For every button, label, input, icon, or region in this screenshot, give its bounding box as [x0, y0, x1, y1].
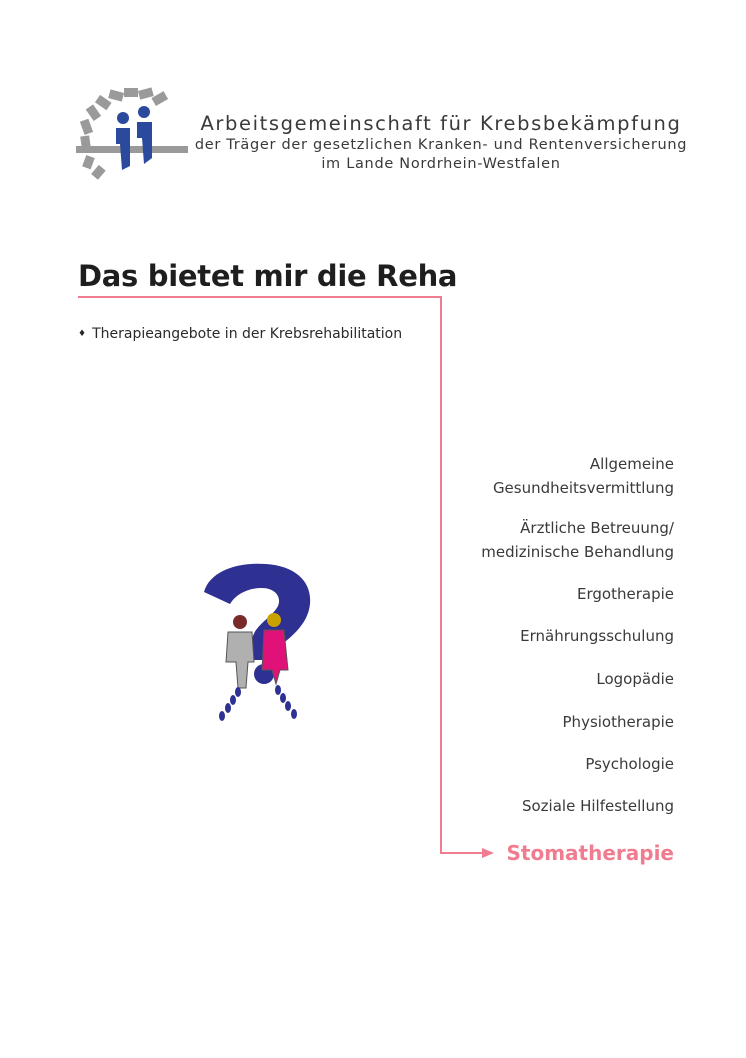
org-line-2: der Träger der gesetzlichen Kranken- und Rentenversicherung — [194, 137, 688, 153]
arrow-head — [482, 848, 494, 858]
footprints — [219, 685, 297, 721]
org-logo — [74, 84, 190, 182]
logo-figures — [116, 106, 152, 170]
subtitle-bullet — [78, 326, 402, 342]
list-item: Gesundheitsvermittlung — [492, 479, 674, 497]
list-item: medizinische Behandlung — [481, 543, 674, 561]
diamond-bullet-icon: ♦ — [78, 329, 87, 339]
list-item: Logopädie — [596, 670, 674, 688]
organization-name — [186, 112, 696, 174]
list-item: Allgemeine — [589, 455, 674, 473]
org-line-1: Arbeitsgemeinschaft für Krebsbekämpfung — [200, 112, 682, 135]
list-item: Ärztliche Betreuung/ — [520, 519, 674, 537]
logo-bar — [76, 146, 188, 153]
list-item: Psychologie — [585, 755, 674, 773]
list-item: Ernährungsschulung — [520, 627, 674, 645]
list-item: Soziale Hilfestellung — [521, 797, 674, 815]
list-item-highlighted: Stomatherapie — [506, 841, 674, 865]
page-title: Das bietet mir die Reha — [78, 259, 458, 293]
org-line-3: im Lande Nordrhein-Westfalen — [321, 156, 561, 172]
gray-figure — [226, 615, 254, 688]
question-mark-shape — [204, 564, 310, 660]
list-item: Physiotherapie — [562, 713, 674, 731]
list-item: Ergotherapie — [577, 585, 674, 603]
subtitle-text: Therapieangebote in der Krebsrehabilitation — [92, 326, 403, 342]
question-people-illustration — [200, 562, 320, 724]
